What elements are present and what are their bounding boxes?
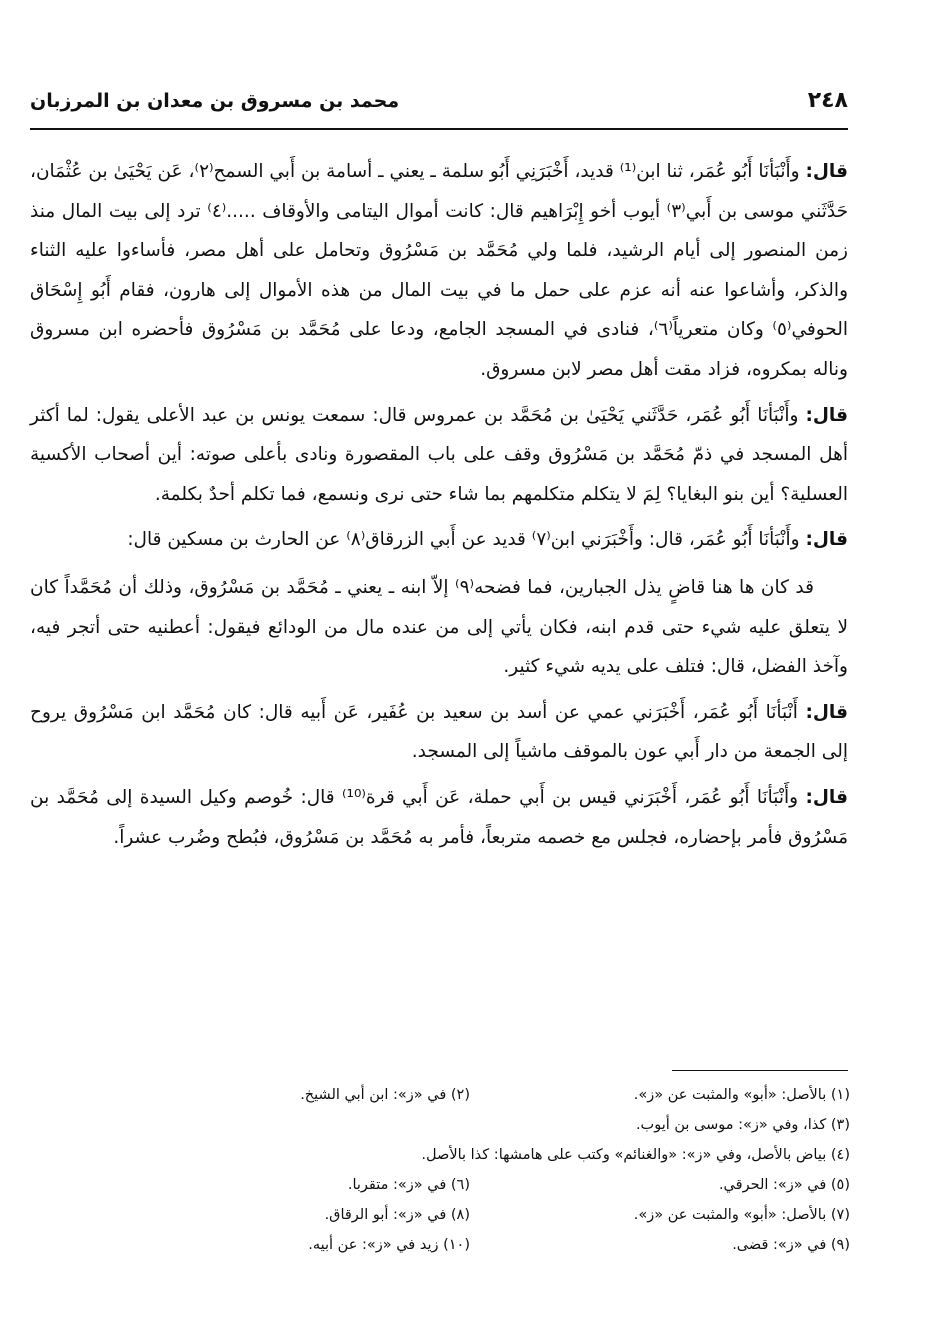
footnote: (٨) في «ز»: أبو الرقاق.: [324, 1207, 470, 1223]
footnote: (١٠) زيد في «ز»: عن أبيه.: [308, 1237, 470, 1253]
footnote: (٢) في «ز»: ابن أبي الشيخ.: [300, 1087, 470, 1103]
paragraph-text: وأَنْبَأنَا أَبُو عُمَر، أَخْبَرَني قيس بن أَبي حملة، عَن أَبي قرة⁽¹⁰⁾ قال: خُوصم وكيل السيدة إلى مُحَمَّد بن مَسْرُوق فأمر بإحضاره، فجلس مع خصمه متربعاً، فأمر به مُحَمَّد بن مَسْرُوق، فبُطح وضُرب عشراً.: [30, 786, 848, 848]
paragraph: [30, 778, 848, 857]
paragraph: [30, 152, 848, 390]
paragraph-text: وأَنْبَأنَا أَبُو عُمَر، ثنا ابن⁽¹⁾ قديد، أَخْبَرَنِي أَبُو سلمة ـ يعني ـ أسامة بن أَبي السمح⁽٢⁾، عَن يَحْيَىٰ بن عُثْمَان، حَدَّثَني موسى بن أَبي⁽٣⁾ أيوب أخو إِبْرَاهيم قال: كانت أموال اليتامى والأوقاف .....⁽٤⁾ ترد إلى بيت المال منذ زمن المنصور إلى أيام الرشيد، فلما ولي مُحَمَّد بن مَسْرُوق وتحامل على أهل مصر، فأساءوا عليه الثناء والذكر، وأشاعوا عنه أنه عزم على حمل ما في بيت المال من هذه الأموال إلى هارون، فقام أَبُو إِسْحَاق الحوفي⁽٥⁾ وكان متعرياً⁽٦⁾، فنادى في المسجد الجامع، ودعا على مُحَمَّد بن مَسْرُوق فأحضره ابن مسروق وناله بمكروه، فزاد مقت أهل مصر لابن مسروق.: [30, 161, 849, 380]
footnote-row: [60, 1200, 850, 1230]
footnote-row: [60, 1080, 850, 1110]
paragraph: [30, 520, 848, 560]
paragraph-text: قد كان ها هنا قاضٍ يذل الجبارين، فما فضحه⁽٩⁾ إلاّ ابنه ـ يعني ـ مُحَمَّد بن مَسْرُوق، وذلك أن مُحَمَّداً كان لا يتعلق عليه شيء حتى قدم ابنه، فكان يأتي إلى من عنده مال من الودائع فيقول: أعطنيه حتى أتجر فيه، وآخذ الفضل، قال: فتلف على يديه شيء كثير.: [30, 576, 848, 678]
paragraph-text: وأَنْبَأنَا أَبُو عُمَر، حَدَّثَني يَحْيَىٰ بن مُحَمَّد بن عمروس قال: سمعت يونس بن عبد الأعلى يقول: لما أكثر أهل المسجد في ذمّ مُحَمَّد بن مَسْرُوق وقف على باب المقصورة ونادى بأعلى صوته: أين أصحاب الأكسية العسلية؟ أين بنو البغايا؟ لِمَ لا يتكلم متكلمهم بما شاء حتى نرى ونسمع، فما تكلم أحدٌ بكلمة.: [30, 404, 848, 505]
footnote-row: [60, 1170, 850, 1200]
footnote: (٧) بالأصل: «أبو» والمثبت عن «ز».: [633, 1207, 850, 1223]
footnote-divider: [672, 1070, 848, 1071]
paragraph-lead: قال:: [805, 404, 848, 426]
page-number: ٢٤٨: [807, 88, 848, 113]
paragraph-text: وأَنْبَأنَا أَبُو عُمَر، قال: وأَخْبَرَني ابن⁽٧⁾ قديد عن أَبي الزرقاق⁽٨⁾ عن الحارث بن مسكين قال:: [127, 529, 806, 551]
paragraph-text: أَنْبَأنَا أَبُو عُمَر، أَخْبَرَني عمي عن أسد بن سعيد بن عُفَير، عَن أَبيه قال: كان مُحَمَّد ابن مَسْرُوق يروح إلى الجمعة من دار أَبي عون بالموقف ماشياً إلى المسجد.: [30, 701, 848, 763]
paragraph-lead: قال:: [805, 529, 848, 551]
footnote: (٣) كذا، وفي «ز»: موسى بن أيوب.: [635, 1117, 850, 1133]
footnote: (٩) في «ز»: قضى.: [732, 1237, 850, 1253]
paragraph: [30, 693, 848, 772]
footnotes: [60, 1080, 850, 1260]
quoted-paragraph: [30, 568, 848, 687]
paragraph-lead: قال:: [805, 786, 848, 808]
footnote-row: [60, 1140, 850, 1170]
page-header: [30, 82, 848, 130]
footnote: (٤) بياض بالأصل، وفي «ز»: «والغنائم» وكتب على هامشها: كذا بالأصل.: [421, 1147, 850, 1163]
footnote-row: [60, 1230, 850, 1260]
main-text: [30, 152, 848, 863]
footnote: (١) بالأصل: «أبو» والمثبت عن «ز».: [633, 1087, 850, 1103]
running-title: محمد بن مسروق بن معدان بن المرزبان: [30, 90, 400, 112]
paragraph-lead: قال:: [805, 701, 848, 723]
paragraph-lead: قال:: [805, 161, 848, 182]
footnote: (٦) في «ز»: متقربا.: [347, 1177, 470, 1193]
footnote-row: [60, 1110, 850, 1140]
footnote: (٥) في «ز»: الحرقي.: [718, 1177, 850, 1193]
paragraph: [30, 396, 848, 515]
